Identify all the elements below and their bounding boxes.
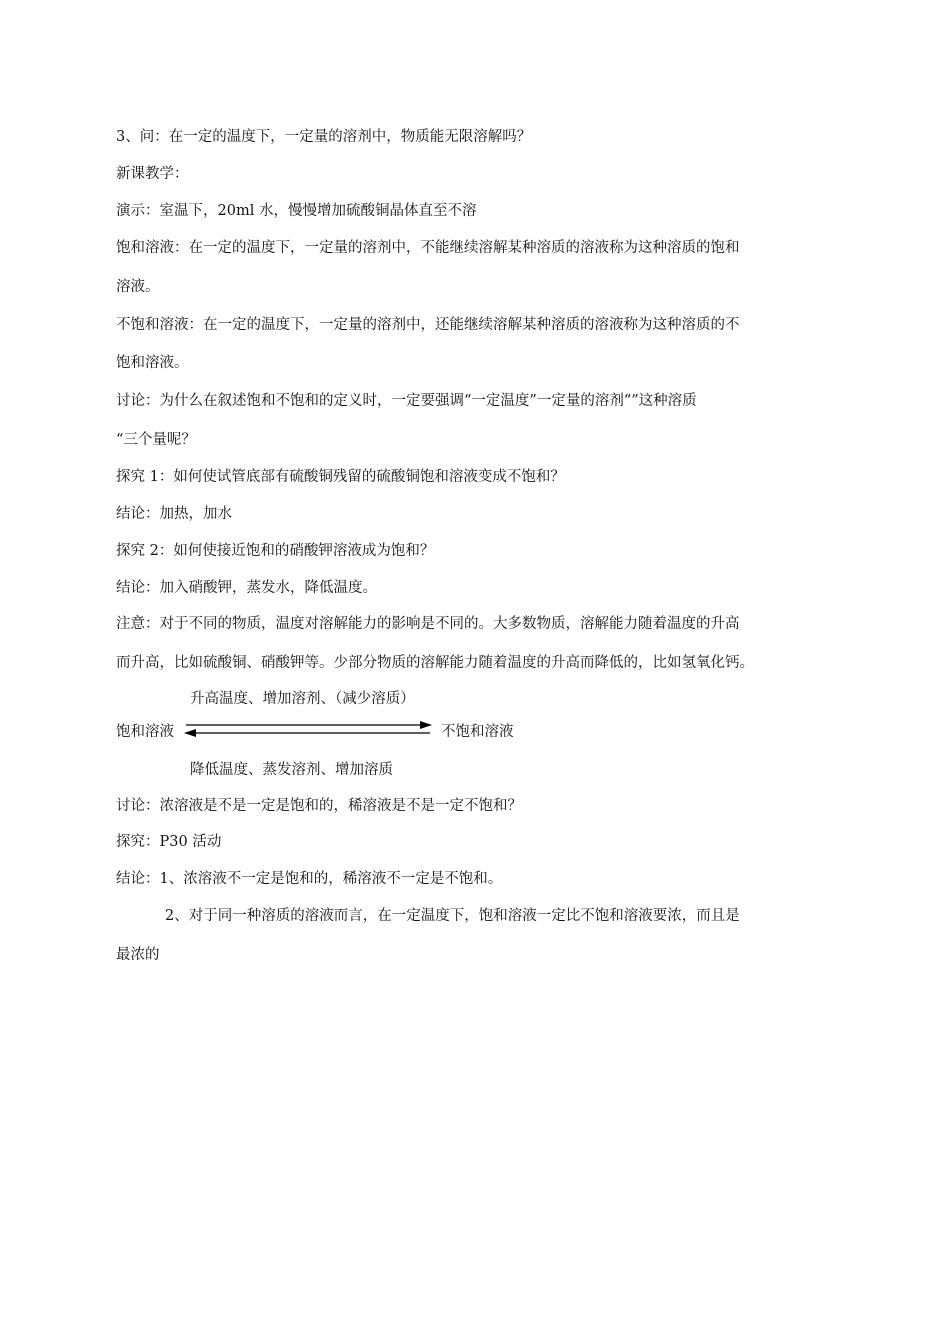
explore-1: 探究 1：如何使试管底部有硫酸铜残留的硫酸铜饱和溶液变成不饱和？ [116,469,565,485]
demo-line: 演示：室温下，20ml 水，慢慢增加硫酸铜晶体直至不溶 [116,203,477,219]
diagram-top-condition: 升高温度、增加溶剂、（减少溶质） [190,691,415,707]
conclusion-3-item-1: 结论：1、浓溶液不一定是饱和的，稀溶液不一定是不饱和。 [116,871,503,887]
conclusion-3-item-2-cont: 最浓的 [116,947,160,963]
definition-saturated-1: 饱和溶液：在一定的温度下，一定量的溶剂中，不能继续溶解某种溶质的溶液称为这种溶质的饱和 [116,240,740,256]
discussion-1-line-1: 讨论：为什么在叙述饱和不饱和的定义时，一定要强调“一定温度”一定量的溶剂“”这种溶质 [116,393,697,409]
diagram-bottom-condition: 降低温度、蒸发溶剂、增加溶质 [190,762,393,778]
conclusion-3-item-2: 2、对于同一种溶质的溶液而言，在一定温度下，饱和溶液一定比不饱和溶液要浓，而且是 [165,908,740,924]
section-heading: 新课教学： [116,166,189,182]
explore-2: 探究 2：如何使接近饱和的硝酸钾溶液成为饱和？ [116,543,435,559]
note-line-1: 注意：对于不同的物质，温度对溶解能力的影响是不同的。大多数物质，溶解能力随着温度的升高 [116,616,740,632]
diagram-saturated-label: 饱和溶液 [116,724,174,740]
definition-unsaturated-1: 不饱和溶液：在一定的温度下，一定量的溶剂中，还能继续溶解某种溶质的溶液称为这种溶质的不 [116,317,740,333]
note-line-2: 而升高，比如硫酸铜、硝酸钾等。少部分物质的溶解能力随着温度的升高而降低的，比如氢氧化钙。 [116,655,754,671]
question-line: 3、问：在一定的温度下，一定量的溶剂中，物质能无限溶解吗？ [116,129,532,145]
definition-unsaturated-2: 饱和溶液。 [116,355,189,371]
conversion-arrows-icon [180,718,436,740]
definition-saturated-2: 溶液。 [116,279,160,295]
discussion-1-line-2: “三个量呢？ [116,432,196,448]
conclusion-2: 结论：加入硝酸钾，蒸发水，降低温度。 [116,580,377,596]
conclusion-1: 结论：加热，加水 [116,506,232,522]
diagram-unsaturated-label: 不饱和溶液 [441,724,514,740]
discussion-2: 讨论：浓溶液是不是一定是饱和的，稀溶液是不是一定不饱和？ [116,798,522,814]
explore-3: 探究：P30 活动 [116,834,222,850]
